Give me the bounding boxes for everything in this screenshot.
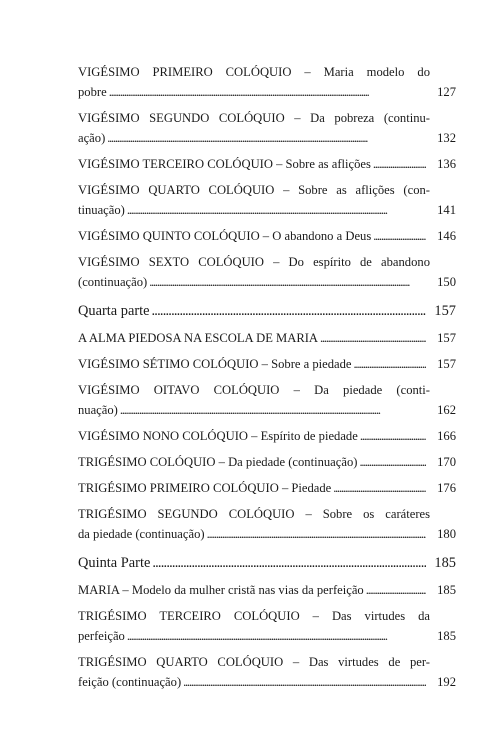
page-number: 192 <box>437 675 456 689</box>
part-title: Quarta parte <box>78 303 150 319</box>
toc-entry[interactable] <box>78 62 456 102</box>
leader-dots <box>149 272 426 292</box>
toc-entry-title-cont: perfeição <box>78 629 125 643</box>
page-number: 185 <box>437 629 456 643</box>
toc-entry-title-cont: tinuação) <box>78 203 125 217</box>
toc-entry-title-cont: (continuação) <box>78 275 148 289</box>
toc-entry-title-cont: feição (continuação) <box>78 675 182 689</box>
toc-entry-title: TRIGÉSIMO PRIMEIRO COLÓQUIO – Piedade <box>78 481 332 495</box>
leader-dots <box>354 354 426 374</box>
leader-dots <box>366 580 426 600</box>
leader-dots <box>207 524 426 544</box>
toc-entry-title: VIGÉSIMO NONO COLÓQUIO – Espírito de piedade <box>78 429 358 443</box>
toc-entry-title-cont: ação) <box>78 131 106 145</box>
leader-dots <box>127 200 426 220</box>
page-number: 127 <box>437 85 456 99</box>
toc-entry[interactable] <box>78 328 456 348</box>
toc-entry-title-cont: da piedade (continuação) <box>78 527 205 541</box>
toc-entry-title: A ALMA PIEDOSA NA ESCOLA DE MARIA <box>78 331 319 345</box>
page-number: 166 <box>437 429 456 443</box>
page-number: 162 <box>437 403 456 417</box>
toc-entry[interactable] <box>78 180 456 220</box>
toc-entry-title: VIGÉSIMO QUINTO COLÓQUIO – O abandono a Deus <box>78 229 372 243</box>
toc-entry-title: VIGÉSIMO SEGUNDO COLÓQUIO – Da pobreza (continu- <box>78 111 430 125</box>
toc-entry-title: TRIGÉSIMO COLÓQUIO – Da piedade (continuação) <box>78 455 358 469</box>
leader-dots <box>109 82 426 102</box>
leader-dots <box>360 426 426 446</box>
toc-part-heading[interactable] <box>78 300 456 322</box>
page-number: 180 <box>437 527 456 541</box>
page-number: 176 <box>437 481 456 495</box>
toc-entry[interactable] <box>78 354 456 374</box>
page-number: 141 <box>437 203 456 217</box>
leader-dots <box>333 478 426 498</box>
leader-dots <box>320 328 426 348</box>
page-number: 157 <box>437 331 456 345</box>
toc-entry-title: MARIA – Modelo da mulher cristã nas vias da perfeição <box>78 583 364 597</box>
page-number: 185 <box>437 583 456 597</box>
toc-entry[interactable] <box>78 580 456 600</box>
leader-dots <box>359 452 426 472</box>
toc-entry-title: VIGÉSIMO SEXTO COLÓQUIO – Do espírito de abandono <box>78 255 430 269</box>
toc-entry[interactable] <box>78 252 456 292</box>
leader-dots <box>152 300 426 322</box>
page-number: 157 <box>437 357 456 371</box>
toc-entry[interactable] <box>78 380 456 420</box>
page-number: 150 <box>437 275 456 289</box>
toc-entry[interactable] <box>78 652 456 692</box>
toc-part-heading[interactable] <box>78 552 456 574</box>
table-of-contents <box>78 62 456 698</box>
page-number: 185 <box>434 555 456 571</box>
toc-entry[interactable] <box>78 108 456 148</box>
toc-entry-title: TRIGÉSIMO TERCEIRO COLÓQUIO – Das virtudes da <box>78 609 430 623</box>
toc-entry-title: TRIGÉSIMO SEGUNDO COLÓQUIO – Sobre os caráteres <box>78 507 430 521</box>
leader-dots <box>373 226 426 246</box>
toc-entry-title: VIGÉSIMO SÉTIMO COLÓQUIO – Sobre a piedade <box>78 357 352 371</box>
toc-entry-title-cont: pobre <box>78 85 107 99</box>
toc-entry-title: VIGÉSIMO OITAVO COLÓQUIO – Da piedade (conti- <box>78 383 430 397</box>
page-number: 157 <box>434 303 456 319</box>
leader-dots <box>373 154 426 174</box>
leader-dots <box>107 128 426 148</box>
page-number: 132 <box>437 131 456 145</box>
toc-entry-title: VIGÉSIMO PRIMEIRO COLÓQUIO – Maria modelo do <box>78 65 430 79</box>
page-number: 146 <box>437 229 456 243</box>
toc-entry[interactable] <box>78 452 456 472</box>
toc-entry[interactable] <box>78 478 456 498</box>
page-number: 136 <box>437 157 456 171</box>
toc-entry[interactable] <box>78 426 456 446</box>
toc-entry[interactable] <box>78 606 456 646</box>
toc-entry-title: TRIGÉSIMO QUARTO COLÓQUIO – Das virtudes de per- <box>78 655 430 669</box>
toc-entry[interactable] <box>78 226 456 246</box>
leader-dots <box>183 672 426 692</box>
part-title: Quinta Parte <box>78 555 151 571</box>
leader-dots <box>120 400 426 420</box>
toc-entry-title: VIGÉSIMO TERCEIRO COLÓQUIO – Sobre as aflições <box>78 157 371 171</box>
toc-entry-title-cont: nuação) <box>78 403 118 417</box>
toc-entry[interactable] <box>78 504 456 544</box>
toc-entry[interactable] <box>78 154 456 174</box>
leader-dots <box>152 552 426 574</box>
leader-dots <box>127 626 426 646</box>
page-number: 170 <box>437 455 456 469</box>
toc-entry-title: VIGÉSIMO QUARTO COLÓQUIO – Sobre as aflições (con- <box>78 183 430 197</box>
